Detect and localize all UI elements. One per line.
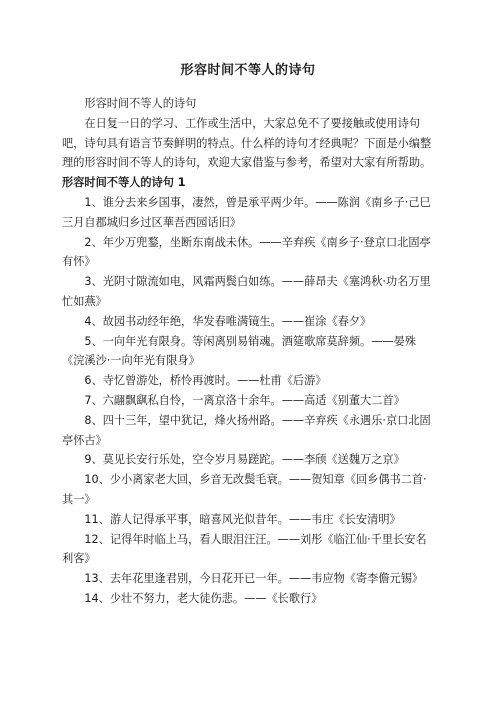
poem-line-item: 3、光阴寸隙流如电，风霜两鬓白如练。——薛昂夫《塞鸿秋·功名万里忙如燕》 bbox=[62, 275, 431, 308]
poem-line-item: 5、一向年光有限身。等闲离别易销魂。酒筵歌席莫辞频。——晏殊《浣溪沙·一向年光有限身》 bbox=[62, 334, 416, 368]
poem-line-item: 10、少小离家老大回，乡音无改鬓毛衰。——贺知章《回乡偶书二首·其一》 bbox=[62, 473, 427, 506]
poem-line-item: 1、谁分去来乡国事，凄然，曾是承平两少年。——陈润《南乡子·己巳三月自郡城归乡过区華吾西园话旧》 bbox=[62, 195, 431, 229]
document-title: 形容时间不等人的诗句 bbox=[180, 63, 316, 78]
poem-line-item: 11、游人记得承平事，暗喜风光似昔年。——韦庄《长安清明》 bbox=[84, 512, 401, 526]
document-subtitle: 形容时间不等人的诗句 bbox=[84, 97, 197, 110]
section-heading: 形容时间不等人的诗句 1 bbox=[62, 176, 186, 190]
poem-line-item: 12、记得年时临上马，看人眼泪汪汪。——刘彤《临江仙·千里长安名利客》 bbox=[62, 532, 427, 566]
poem-line-item: 8、四十三年，望中犹记，烽火扬州路。——辛弃疾《永遇乐·京口北固亭怀古》 bbox=[62, 413, 431, 447]
poem-line-list bbox=[62, 193, 434, 609]
poem-line-item: 7、六翮飘飖私自怜，一离京洛十余年。——高适《别董大二首》 bbox=[84, 393, 405, 407]
intro-paragraph: 在日复一日的学习、工作或生活中，大家总免不了要接触或使用诗句吧，诗句具有语言节奏鲜明的特点。什么样的诗句才经典呢？下面是小编整理的形容时间不等人的诗句，欢迎大家借鉴与参考，希望对大家有所帮助。 bbox=[62, 116, 432, 170]
poem-line-item: 13、去年花里逢君别，今日花开已一年。——韦应物《寄李儋元锡》 bbox=[84, 572, 424, 586]
poem-line-item: 14、少壮不努力，老大徒伤悲。——《长歌行》 bbox=[84, 591, 323, 605]
poem-line-item: 4、故园书动经年绝，华发春唯满镜生。——崔涂《春夕》 bbox=[84, 314, 372, 328]
poem-line-item: 9、莫见长安行乐处，空令岁月易蹉跎。——李颀《送魏万之京》 bbox=[84, 453, 405, 467]
poem-line-item: 6、寺忆曾游处，桥怜再渡时。——杜甫《后游》 bbox=[84, 374, 327, 388]
poem-line-item: 2、年少万兜鍪，坐断东南战未休。——辛弃疾《南乡子·登京口北固亭有怀》 bbox=[62, 235, 431, 269]
